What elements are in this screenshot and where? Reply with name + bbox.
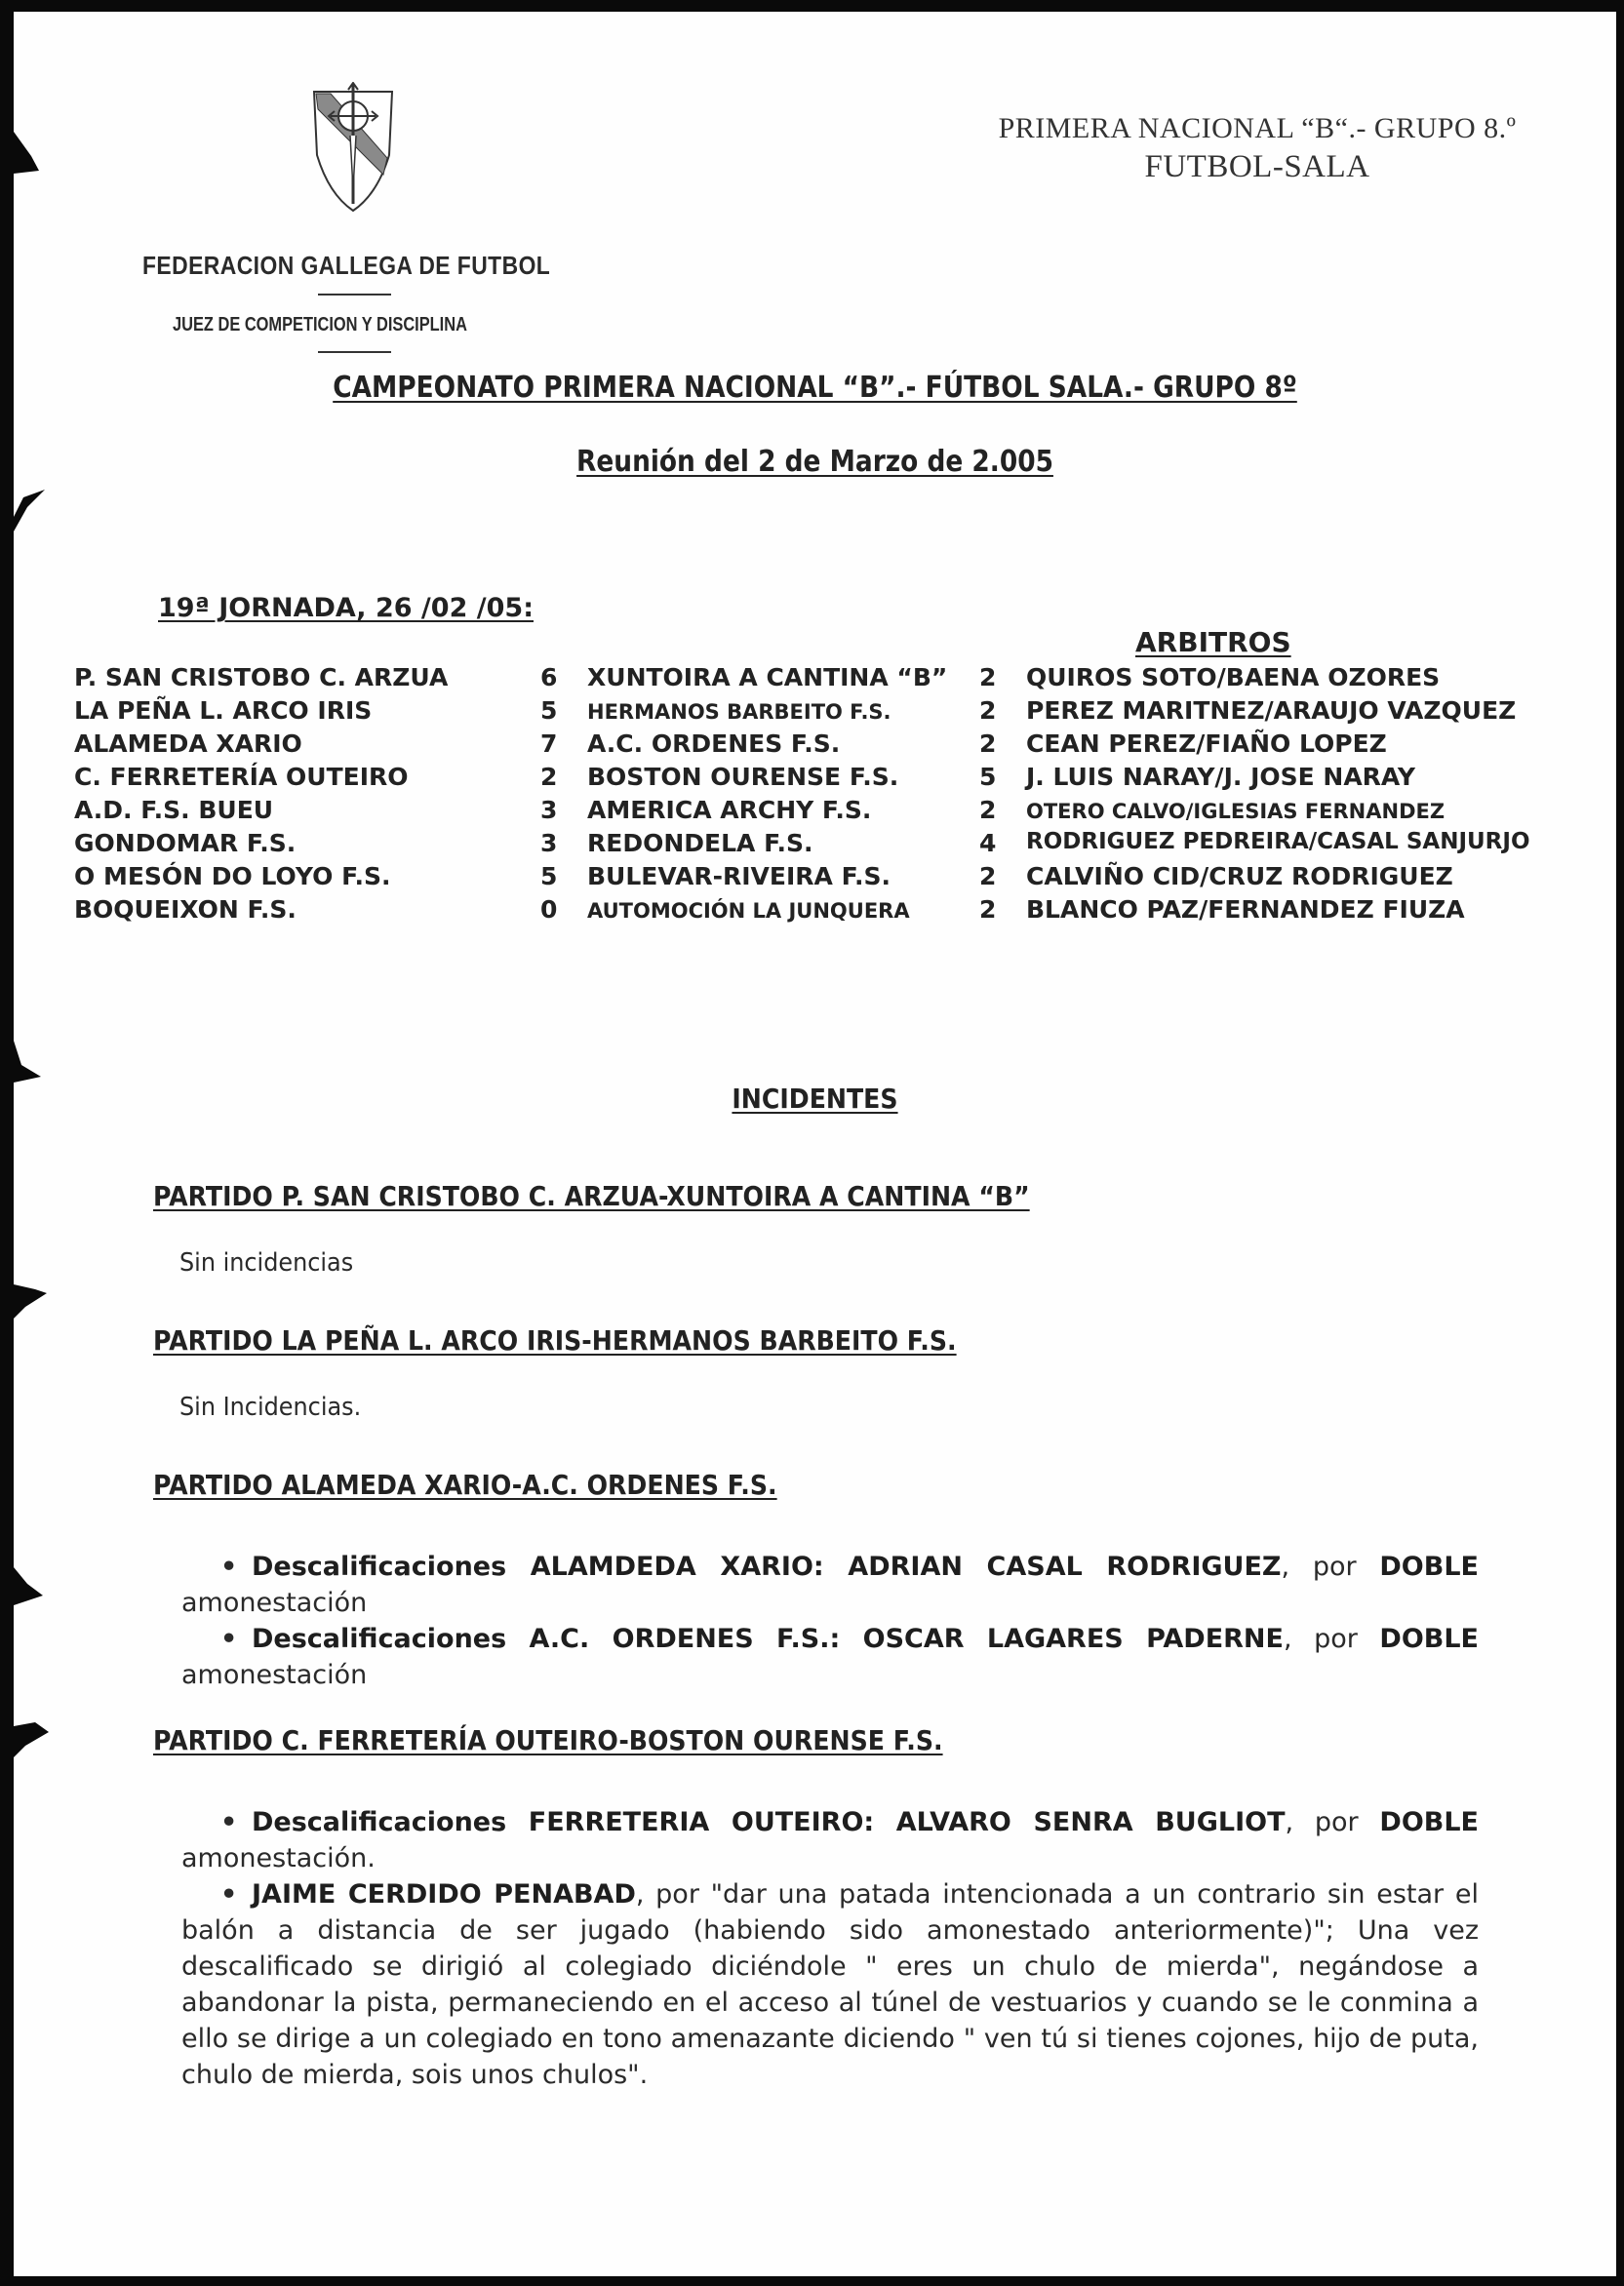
punch-hole-mark [14,127,53,176]
referees: CALVIÑO CID/CRUZ RODRIGUEZ [1026,862,1453,890]
divider [318,294,391,296]
home-score: 0 [540,895,558,924]
championship-title: CAMPEONATO PRIMERA NACIONAL “B”.- FÚTBOL SALA.- GRUPO 8º [333,371,1297,405]
away-score: 2 [979,895,997,924]
match-incident-title: PARTIDO LA PEÑA L. ARCO IRIS-HERMANOS BARBEITO F.S. [153,1324,957,1357]
away-score: 2 [979,696,997,725]
home-team: O MESÓN DO LOYO F.S. [74,862,391,890]
away-score: 2 [979,663,997,691]
home-team: LA PEÑA L. ARCO IRIS [74,696,373,725]
away-score: 2 [979,729,997,758]
home-team: P. SAN CRISTOBO C. ARZUA [74,663,449,691]
bullet-icon: • [220,1552,238,1582]
away-team: BULEVAR-RIVEIRA F.S. [587,862,891,890]
incident-item: • Descalificaciones A.C. ORDENES F.S.: OSCAR LAGARES PADERNE, por DOBLE amonestación [181,1621,1479,1693]
punch-hole-mark [14,488,53,536]
away-team: XUNTOIRA A CANTINA “B” [587,663,948,691]
away-team: HERMANOS BARBEITO F.S. [587,700,891,724]
incident-list [181,1549,1479,1693]
referees: BLANCO PAZ/FERNANDEZ FIUZA [1026,895,1465,924]
bullet-icon: • [220,1624,238,1654]
incident-item: • Descalificaciones ALAMDEDA XARIO: ADRIAN CASAL RODRIGUEZ, por DOBLE amonestación [181,1549,1479,1621]
incident-item: • JAIME CERDIDO PENABAD, por "dar una patada intencionada a un contrario sin estar el balón a distancia de ser jugado (habiendo sido amonestado anteriormente)"; Una vez descalificado se dirigió al colegiado diciéndole " eres un chulo de mierda", negándose a abandonar la pista, permaneciendo en el acceso al túnel de vestuarios y cuando se le conmina a ello se dirige a un colegiado en tono amenazante diciendo " ven tú si tienes cojones, hijo de puta, chulo de mierda, sois unos chulos". [181,1876,1479,2093]
letterhead-right [974,112,1540,185]
bullet-icon: • [220,1879,238,1910]
referees: OTERO CALVO/IGLESIAS FERNANDEZ [1026,800,1446,823]
punch-hole-mark [14,1562,53,1611]
home-team: ALAMEDA XARIO [74,729,302,758]
away-score: 2 [979,862,997,890]
away-team: AMERICA ARCHY F.S. [587,796,872,824]
federation-subtitle: JUEZ DE COMPETICION Y DISCIPLINA [173,314,467,335]
home-score: 7 [540,729,558,758]
home-score: 2 [540,763,558,791]
punch-hole-mark [14,1716,53,1765]
match-incident-title: PARTIDO ALAMEDA XARIO-A.C. ORDENES F.S. [153,1469,777,1501]
away-team: A.C. ORDENES F.S. [587,729,841,758]
jornada-heading: 19ª JORNADA, 26 /02 /05: [158,593,534,623]
away-score: 5 [979,763,997,791]
incident-item: • Descalificaciones FERRETERIA OUTEIRO: ALVARO SENRA BUGLIOT, por DOBLE amonestación. [181,1804,1479,1876]
away-team: BOSTON OURENSE F.S. [587,763,899,791]
away-score: 4 [979,829,997,857]
letterhead-sport: FUTBOL-SALA [1144,149,1370,184]
punch-hole-mark [14,1036,53,1084]
incident-text: Sin incidencias [179,1248,354,1278]
home-score: 3 [540,829,558,857]
incident-list [181,1804,1479,2093]
referees: PEREZ MARITNEZ/ARAUJO VAZQUEZ [1026,696,1517,725]
meeting-date: Reunión del 2 de Marzo de 2.005 [576,445,1053,479]
federation-name: FEDERACION GALLEGA DE FUTBOL [142,251,551,280]
referees: RODRIGUEZ PEDREIRA/CASAL SANJURJO [1026,829,1530,854]
home-team: C. FERRETERÍA OUTEIRO [74,763,409,791]
incident-text: Sin Incidencias. [179,1393,362,1422]
document-page [14,12,1616,2276]
away-team: REDONDELA F.S. [587,829,813,857]
bullet-icon: • [220,1807,238,1837]
home-team: A.D. F.S. BUEU [74,796,274,824]
incidents-heading: INCIDENTES [732,1083,898,1115]
match-incident-title: PARTIDO P. SAN CRISTOBO C. ARZUA-XUNTOIRA A CANTINA “B” [153,1180,1030,1212]
punch-hole-mark [14,1280,53,1328]
referees: QUIROS SOTO/BAENA OZORES [1026,663,1441,691]
home-team: BOQUEIXON F.S. [74,895,297,924]
home-score: 6 [540,663,558,691]
home-score: 5 [540,696,558,725]
home-team: GONDOMAR F.S. [74,829,297,857]
federation-crest-logo [309,82,397,218]
away-score: 2 [979,796,997,824]
letterhead-category: PRIMERA NACIONAL “B“.- GRUPO 8.º [998,112,1517,144]
home-score: 3 [540,796,558,824]
divider [318,351,391,353]
referees: J. LUIS NARAY/J. JOSE NARAY [1026,763,1415,791]
referees-heading: ARBITROS [1135,626,1291,658]
referees: CEAN PEREZ/FIAÑO LOPEZ [1026,729,1387,758]
match-incident-title: PARTIDO C. FERRETERÍA OUTEIRO-BOSTON OURENSE F.S. [153,1724,943,1756]
away-team: AUTOMOCIÓN LA JUNQUERA [587,899,910,923]
home-score: 5 [540,862,558,890]
